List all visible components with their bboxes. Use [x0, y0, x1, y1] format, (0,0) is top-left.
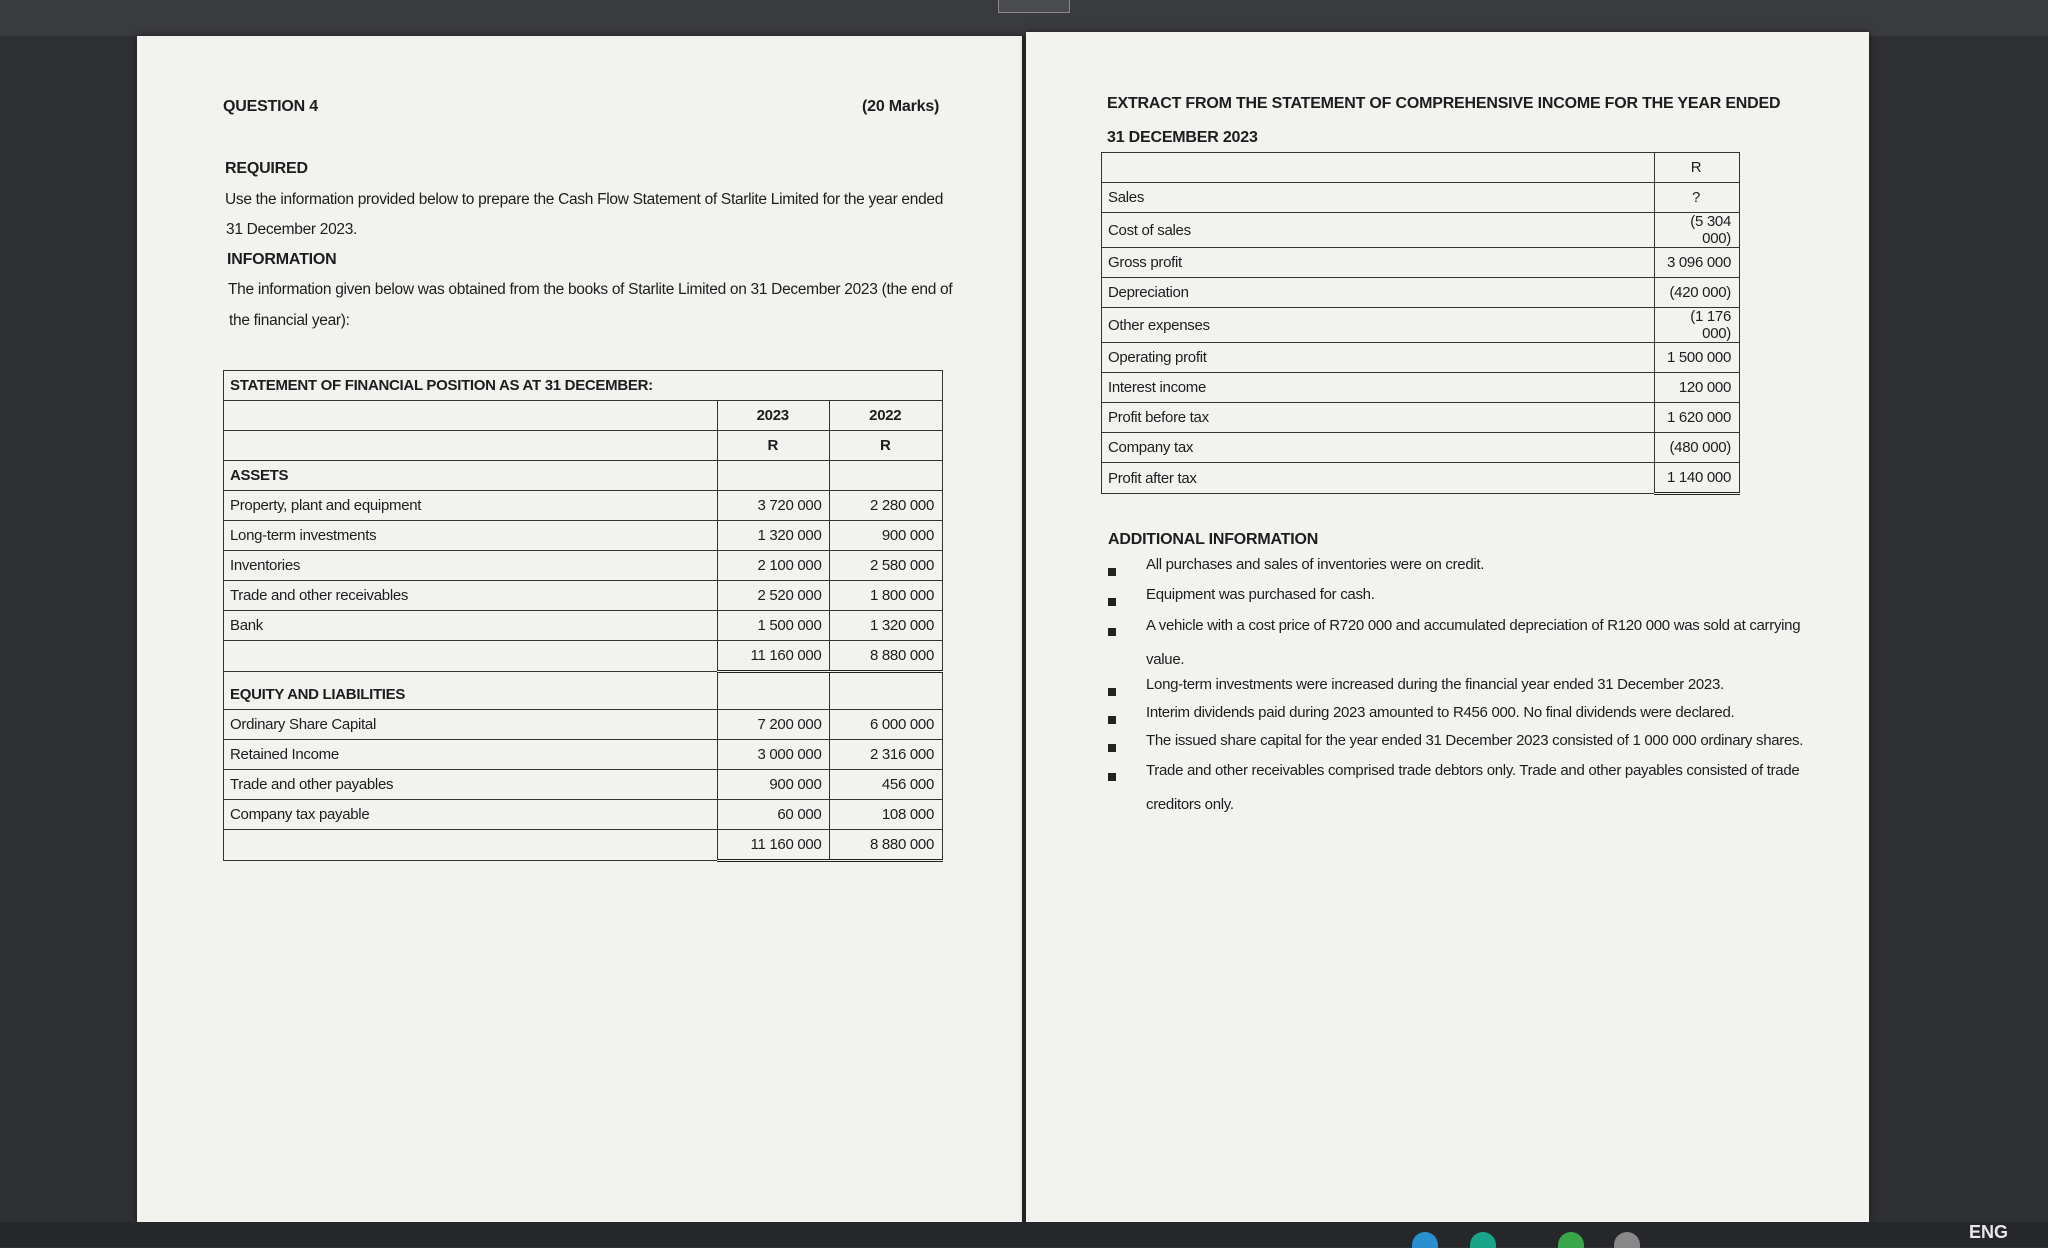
equity-heading: EQUITY AND LIABILITIES — [224, 672, 718, 710]
value-2023: 60 000 — [717, 800, 830, 830]
currency-header-row — [224, 431, 943, 461]
sofp-title: STATEMENT OF FINANCIAL POSITION AS AT 31 DECEMBER: — [224, 371, 943, 401]
row-label: Cost of sales — [1102, 213, 1655, 248]
equity-total-2022: 8 880 000 — [830, 830, 943, 861]
equity-total-row — [224, 830, 943, 861]
table-row — [1102, 248, 1740, 278]
income-statement-table — [1101, 152, 1740, 495]
webcam-notch — [998, 0, 1070, 13]
year-header-row — [224, 401, 943, 431]
bullet-icon — [1108, 598, 1116, 606]
table-row — [1102, 183, 1740, 213]
currency-header: R — [1655, 153, 1740, 183]
bullet-icon — [1108, 744, 1116, 752]
year-2022-header: 2022 — [830, 401, 943, 431]
value-2022: 108 000 — [830, 800, 943, 830]
income-statement-title-line1: EXTRACT FROM THE STATEMENT OF COMPREHENSIVE INCOME FOR THE YEAR ENDED — [1107, 95, 1781, 112]
table-row — [224, 551, 943, 581]
row-value: (480 000) — [1655, 433, 1740, 463]
row-label: Profit after tax — [1102, 463, 1655, 494]
value-2023: 2 520 000 — [717, 581, 830, 611]
row-label: Retained Income — [224, 740, 718, 770]
additional-info-item: Interim dividends paid during 2023 amounted to R456 000. No final dividends were declared. — [1146, 704, 1735, 721]
year-2023-header: 2023 — [717, 401, 830, 431]
table-row — [1102, 278, 1740, 308]
language-indicator[interactable]: ENG — [1968, 1222, 2008, 1242]
value-2023: 1 500 000 — [717, 611, 830, 641]
additional-info-item: Equipment was purchased for cash. — [1146, 586, 1375, 603]
row-label: Operating profit — [1102, 343, 1655, 373]
information-text-line2: the financial year): — [229, 312, 350, 329]
row-label: Sales — [1102, 183, 1655, 213]
table-row — [224, 611, 943, 641]
table-row — [224, 770, 943, 800]
row-label: Depreciation — [1102, 278, 1655, 308]
value-2022: 2 580 000 — [830, 551, 943, 581]
value-2023: 2 100 000 — [717, 551, 830, 581]
information-text-line1: The information given below was obtained from the books of Starlite Limited on 31 December 2023 (the end of — [228, 281, 953, 298]
currency-header-row — [1102, 153, 1740, 183]
table-row — [224, 710, 943, 740]
additional-info-item: A vehicle with a cost price of R720 000 and accumulated depreciation of R120 000 was sold at carrying value. — [1146, 617, 1801, 668]
row-label: Bank — [224, 611, 718, 641]
table-row — [1102, 433, 1740, 463]
equity-heading-row — [224, 672, 943, 710]
row-label: Company tax — [1102, 433, 1655, 463]
table-row — [1102, 308, 1740, 343]
value-2022: 2 280 000 — [830, 491, 943, 521]
value-2023: 7 200 000 — [717, 710, 830, 740]
row-label: Long-term investments — [224, 521, 718, 551]
row-label: Trade and other receivables — [224, 581, 718, 611]
row-label: Inventories — [224, 551, 718, 581]
row-value: (1 176 000) — [1655, 308, 1740, 343]
monitor-top-bezel — [0, 0, 2048, 36]
income-statement-title-line2: 31 DECEMBER 2023 — [1107, 129, 1258, 146]
table-row — [1102, 373, 1740, 403]
required-heading: REQUIRED — [225, 160, 308, 177]
row-value: (5 304 000) — [1655, 213, 1740, 248]
row-label: Company tax payable — [224, 800, 718, 830]
row-value: ? — [1655, 183, 1740, 213]
required-text-line2: 31 December 2023. — [226, 221, 358, 238]
right-document-page — [1026, 32, 1869, 1222]
row-value: 1 620 000 — [1655, 403, 1740, 433]
assets-total-2022: 8 880 000 — [830, 641, 943, 672]
table-row — [1102, 403, 1740, 433]
value-2022: 1 800 000 — [830, 581, 943, 611]
taskbar — [0, 1222, 2048, 1247]
value-2023: 3 720 000 — [717, 491, 830, 521]
financial-position-table — [223, 370, 943, 862]
question-title: QUESTION 4 — [223, 98, 318, 115]
additional-info-item: The issued share capital for the year ended 31 December 2023 consisted of 1 000 000 ordinary shares. — [1146, 732, 1804, 749]
row-label: Trade and other payables — [224, 770, 718, 800]
assets-heading-row — [224, 461, 943, 491]
value-2023: 3 000 000 — [717, 740, 830, 770]
table-row — [224, 581, 943, 611]
row-value: 1 140 000 — [1655, 463, 1740, 494]
additional-info-item: Trade and other receivables comprised trade debtors only. Trade and other payables consisted of trade creditors only. — [1146, 762, 1800, 813]
assets-total-2023: 11 160 000 — [717, 641, 830, 672]
value-2022: 6 000 000 — [830, 710, 943, 740]
value-2022: 2 316 000 — [830, 740, 943, 770]
table-row — [224, 521, 943, 551]
table-row — [224, 491, 943, 521]
bullet-icon — [1108, 716, 1116, 724]
currency-2023-header: R — [717, 431, 830, 461]
row-label: Interest income — [1102, 373, 1655, 403]
marks-label: (20 Marks) — [862, 98, 940, 115]
bullet-icon — [1108, 628, 1116, 636]
row-label: Gross profit — [1102, 248, 1655, 278]
table-row — [1102, 213, 1740, 248]
value-2022: 1 320 000 — [830, 611, 943, 641]
left-document-page — [137, 36, 1022, 1226]
value-2023: 1 320 000 — [717, 521, 830, 551]
assets-heading: ASSETS — [224, 461, 718, 491]
currency-2022-header: R — [830, 431, 943, 461]
required-text-line1: Use the information provided below to prepare the Cash Flow Statement of Starlite Limited for the year ended — [225, 191, 944, 208]
row-label: Property, plant and equipment — [224, 491, 718, 521]
table-row — [1102, 343, 1740, 373]
row-value: 1 500 000 — [1655, 343, 1740, 373]
bullet-icon — [1108, 688, 1116, 696]
additional-info-item: Long-term investments were increased during the financial year ended 31 December 2023. — [1146, 676, 1724, 693]
bullet-icon — [1108, 568, 1116, 576]
bullet-icon — [1108, 773, 1116, 781]
information-heading: INFORMATION — [227, 251, 337, 268]
row-value: 120 000 — [1655, 373, 1740, 403]
row-label: Other expenses — [1102, 308, 1655, 343]
assets-total-row — [224, 641, 943, 672]
value-2023: 900 000 — [717, 770, 830, 800]
row-label: Ordinary Share Capital — [224, 710, 718, 740]
table-row — [1102, 463, 1740, 494]
additional-info-heading: ADDITIONAL INFORMATION — [1108, 531, 1319, 548]
value-2022: 456 000 — [830, 770, 943, 800]
table-row — [224, 800, 943, 830]
value-2022: 900 000 — [830, 521, 943, 551]
equity-total-2023: 11 160 000 — [717, 830, 830, 861]
row-value: 3 096 000 — [1655, 248, 1740, 278]
row-value: (420 000) — [1655, 278, 1740, 308]
row-label: Profit before tax — [1102, 403, 1655, 433]
table-title-row — [224, 371, 943, 401]
additional-info-item: All purchases and sales of inventories were on credit. — [1146, 556, 1485, 573]
table-row — [224, 740, 943, 770]
